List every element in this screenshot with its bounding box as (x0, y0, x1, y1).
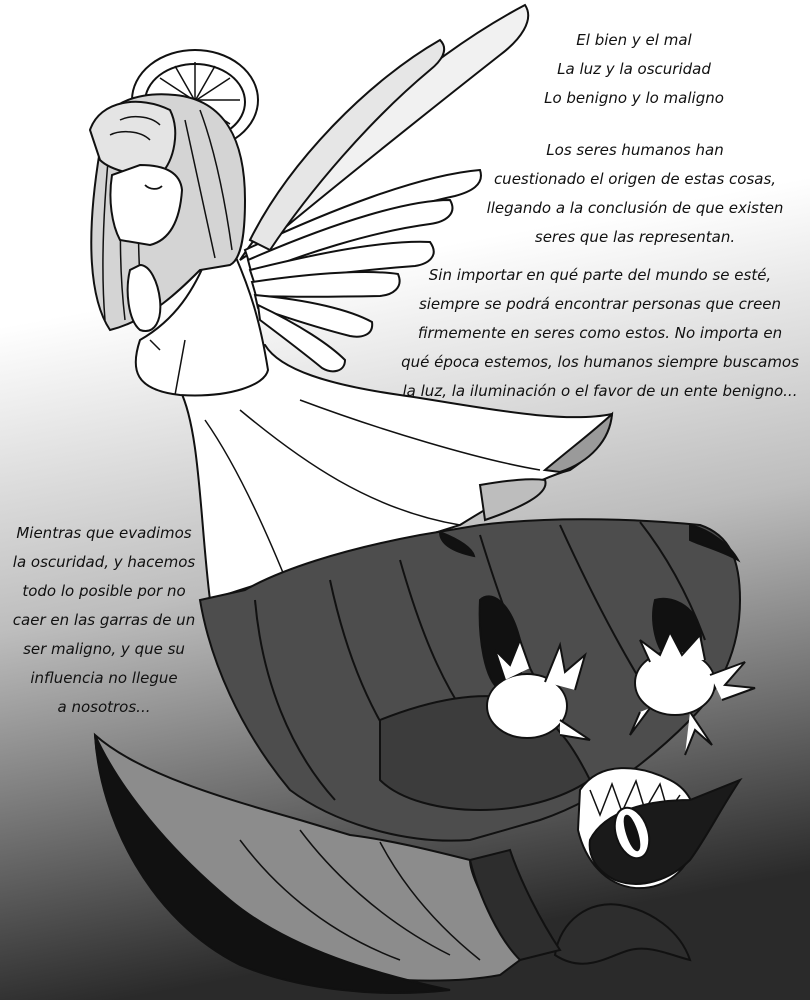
narration-line: todo lo posible por no (22, 582, 186, 600)
narration-line: Lo benigno y lo maligno (544, 89, 724, 107)
narration-line: ser maligno, y que su (23, 640, 185, 658)
narration-line: firmemente en seres como estos. No importa en (417, 324, 783, 342)
narration-line: El bien y el mal (576, 31, 692, 49)
narration-darkness (6, 519, 202, 722)
narration-line: llegando a la conclusión de que existen (486, 199, 784, 217)
narration-line: influencia no llegue (30, 669, 178, 687)
narration-line: qué época estemos, los humanos siempre buscamos (401, 353, 799, 371)
narration-line: la oscuridad, y hacemos (12, 553, 196, 571)
narration-line: la luz, la iluminación o el favor de un ente benigno... (402, 382, 798, 400)
narration-line: seres que las representan. (534, 228, 736, 246)
narration-line: caer en las garras de un (12, 611, 196, 629)
narration-belief (395, 261, 805, 406)
narration-line: a nosotros... (57, 698, 151, 716)
narration-intro (504, 26, 764, 113)
narration-line: Mientras que evadimos (16, 524, 192, 542)
narration-line: cuestionado el origen de estas cosas, (493, 170, 777, 188)
narration-line: La luz y la oscuridad (557, 60, 711, 78)
narration-line: Los seres humanos han (546, 141, 724, 159)
narration-origin (470, 136, 800, 252)
narration-line: siempre se podrá encontrar personas que creen (418, 295, 782, 313)
narration-line: Sin importar en qué parte del mundo se esté, (428, 266, 772, 284)
